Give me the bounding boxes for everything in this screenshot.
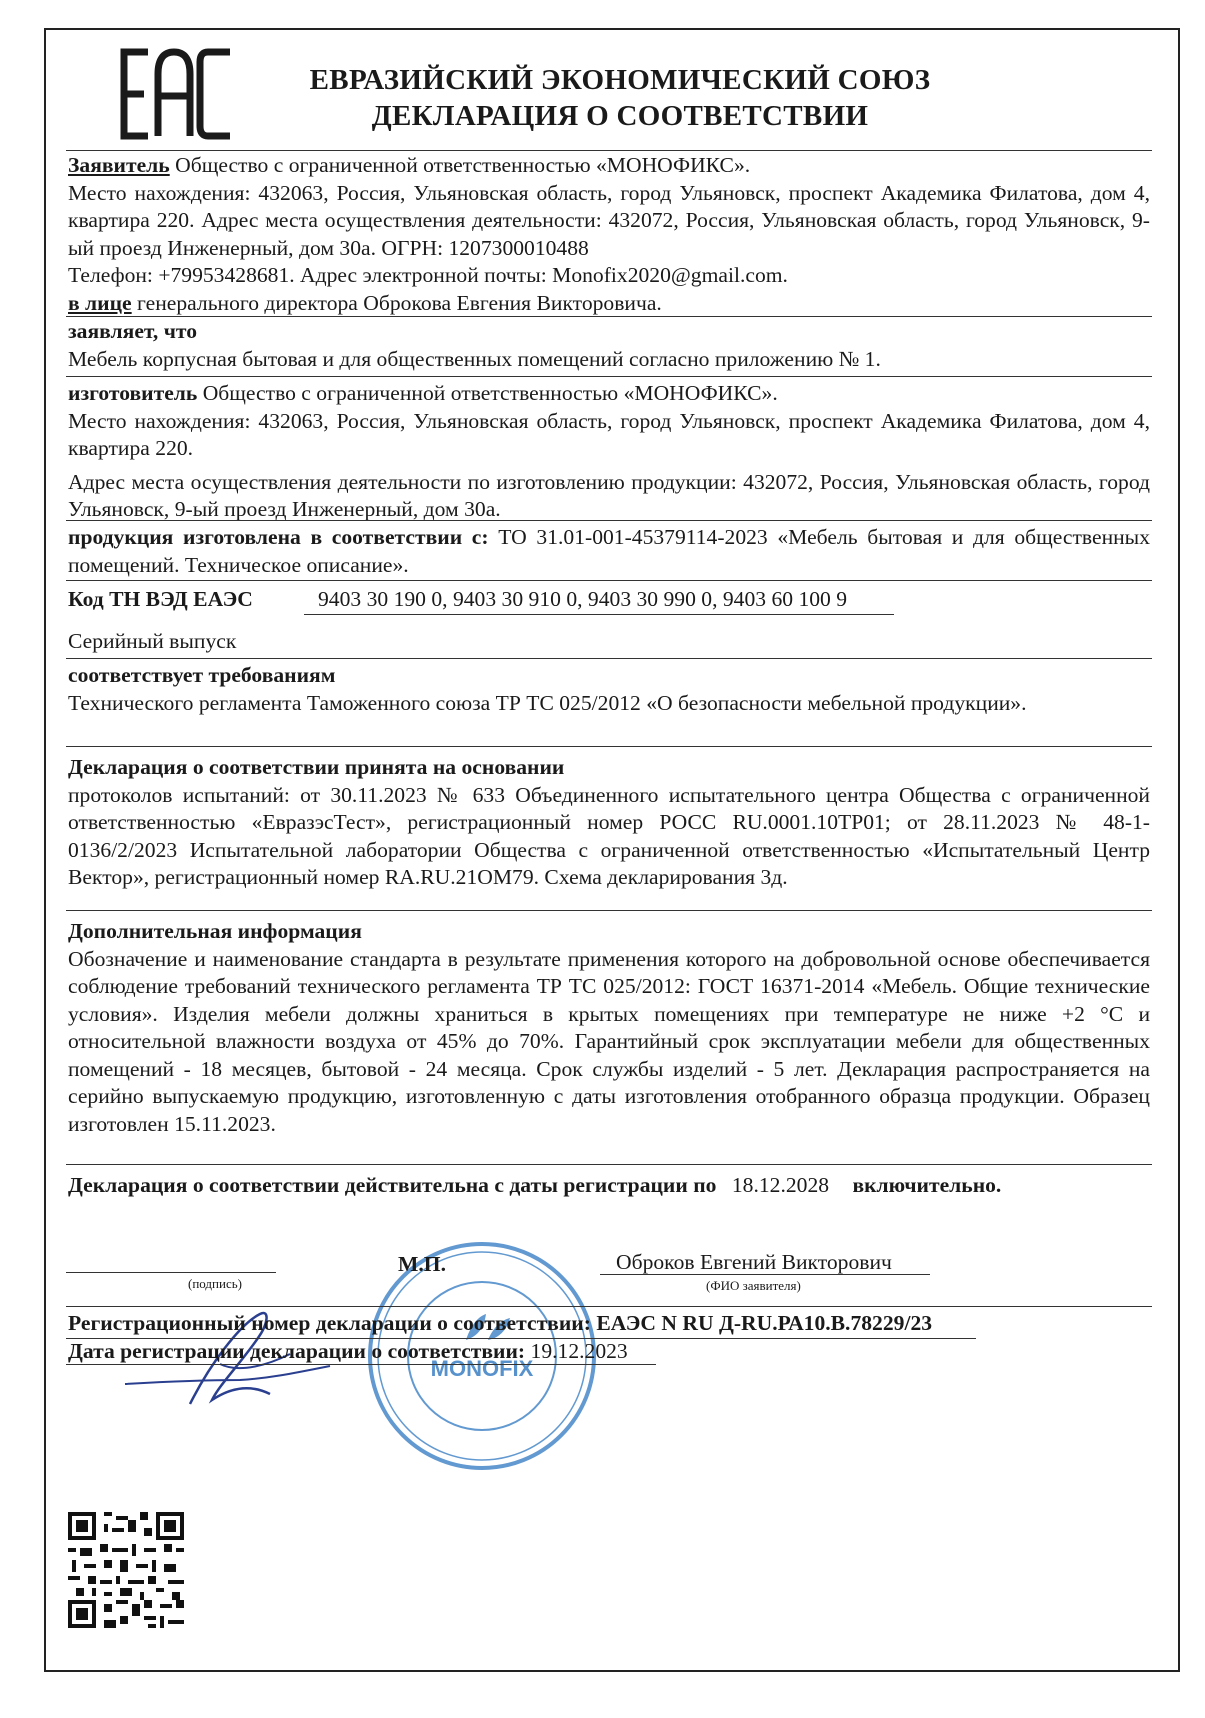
divider (66, 376, 1152, 377)
basis-label: Декларация о соответствии принята на основании (68, 755, 565, 779)
divider (66, 150, 1152, 151)
qr-code (68, 1512, 184, 1628)
validity-section (68, 1172, 1150, 1200)
additional-label: Дополнительная информация (68, 919, 362, 943)
manufacturer-address: Место нахождения: 432063, Россия, Ульяновская область, город Ульяновск, проспект Академика Филатова, дом 4, квартира 220. (68, 408, 1150, 460)
registration-number: ЕАЭС N RU Д-RU.РА10.В.78229/23 (596, 1311, 933, 1335)
divider (66, 520, 1152, 521)
name-line (600, 1274, 930, 1275)
registration-date-underline (66, 1364, 656, 1365)
applicant-address: Место нахождения: 432063, Россия, Ульяновская область, город Ульяновск, проспект Академика Филатова, дом 4, квартира 220. Адрес места осуществления деятельности: 432072, Россия, Ульяновская область, город Ульяновск, 9-ый проезд Инженерный, дом 30а. ОГРН: 1207300010488 (68, 180, 1150, 260)
tnved-codes: 9403 30 190 0, 9403 30 910 0, 9403 30 990 0, 9403 60 100 9 (318, 587, 848, 611)
stamp-brand: MONOFIX (430, 1356, 534, 1381)
produced-label: продукция изготовлена в соответствии с: (68, 525, 489, 549)
validity-label: Декларация о соответствии действительна с даты регистрации по (68, 1173, 717, 1197)
applicant-label: Заявитель (68, 153, 170, 177)
validity-suffix: включительно. (852, 1173, 1002, 1197)
tnved-section (68, 586, 1150, 614)
additional-section (68, 918, 1150, 1138)
applicant-contacts: Телефон: +79953428681. Адрес электронной почты: Monofix2020@gmail.com. (68, 263, 788, 287)
registration-number-row (68, 1310, 1150, 1338)
heading-line-2: ДЕКЛАРАЦИЯ О СООТВЕТСТВИИ (371, 100, 869, 132)
signature-line (66, 1272, 276, 1273)
tnved-label: Код ТН ВЭД ЕАЭС (68, 587, 253, 611)
manufacturer-label: изготовитель (68, 381, 198, 405)
produced-section (68, 524, 1150, 579)
registration-number-label: Регистрационный номер декларации о соответствии: (68, 1311, 591, 1335)
produced-text: ТО 31.01-001-45379114-2023 «Мебель бытовая и для общественных помещений. Техническое описание». (68, 525, 1150, 577)
declares-text: Мебель корпусная бытовая и для общественных помещений согласно приложению № 1. (68, 346, 881, 371)
basis-text: протоколов испытаний: от 30.11.2023 № 633 Объединенного испытательного центра Общества с ограниченной ответственностью «ЕвразэсТест», регистрационный номер РОСС RU.0001.10ТР01; от 28.11.2023 № 48-1-0136/2/2023 Испытательной лаборатории Общества с ограниченной ответственностью «Испытательный Центр Вектор», регистрационный номер RA.RU.21ОМ79. Схема декларирования 3д. (68, 782, 1150, 889)
requirements-text: Технического регламента Таможенного союза ТР ТС 025/2012 «О безопасности мебельной продукции». (68, 690, 1027, 715)
manufacturer-section (68, 380, 1150, 524)
divider (66, 316, 1152, 317)
name-caption: (ФИО заявителя) (706, 1278, 801, 1293)
manufacturer-production-address: Адрес места осуществления деятельности по изготовлению продукции: 432072, Россия, Ульяновская область, город Ульяновск, 9-ый проезд Инженерный, дом 30а. (68, 469, 1150, 521)
registration-date-label: Дата регистрации декларации о соответствии: (68, 1339, 526, 1363)
eac-logo (118, 44, 236, 144)
divider (66, 658, 1152, 659)
divider (66, 746, 1152, 747)
registration-date-row (68, 1338, 1150, 1366)
signature-caption: (подпись) (188, 1276, 242, 1291)
declares-section (68, 318, 1150, 373)
document-heading (280, 62, 960, 134)
representative-text: генерального директора Оброкова Евгения Викторовича. (131, 290, 662, 315)
serial-text: Серийный выпуск (68, 629, 237, 653)
basis-section (68, 754, 1150, 892)
applicant-section (68, 152, 1150, 317)
requirements-label: соответствует требованиям (68, 663, 336, 687)
heading-line-1: ЕВРАЗИЙСКИЙ ЭКОНОМИЧЕСКИЙ СОЮЗ (309, 64, 931, 96)
declares-label: заявляет, что (68, 319, 197, 343)
seal-place: М.П. (398, 1252, 446, 1276)
additional-text: Обозначение и наименование стандарта в результате применения которого на добровольной основе обеспечивается соблюдение требований технического регламента ТР ТС 025/2012: ГОСТ 16371-2014 «Мебель. Общие технические условия». Изделия мебели должны храниться в крытых помещениях при температуре не ниже +2 °С и относительной влажности воздуха от 45% до 70%. Гарантийный срок эксплуатации мебели для общественных помещений - 18 месяцев, бытовой - 24 месяца. Срок службы изделий - 5 лет. Декларация распространяется на серийно выпускаемую продукцию, изготовленную с даты изготовления отобранного образца продукции. Образец изготовлен 15.11.2023. (68, 946, 1150, 1136)
validity-date: 18.12.2028 (731, 1173, 830, 1197)
divider (66, 1164, 1152, 1165)
tnved-underline (304, 614, 894, 615)
manufacturer-name: Общество с ограниченной ответственностью «МОНОФИКС». (197, 381, 778, 405)
divider (66, 580, 1152, 581)
applicant-name: Общество с ограниченной ответственностью «МОНОФИКС». (169, 153, 751, 177)
registration-date: 19.12.2023 (530, 1339, 628, 1363)
divider (66, 1306, 1152, 1307)
divider (66, 910, 1152, 911)
representative-label: в лице (68, 290, 132, 315)
requirements-section (68, 662, 1150, 717)
applicant-full-name: Оброков Евгений Викторович (616, 1250, 892, 1274)
